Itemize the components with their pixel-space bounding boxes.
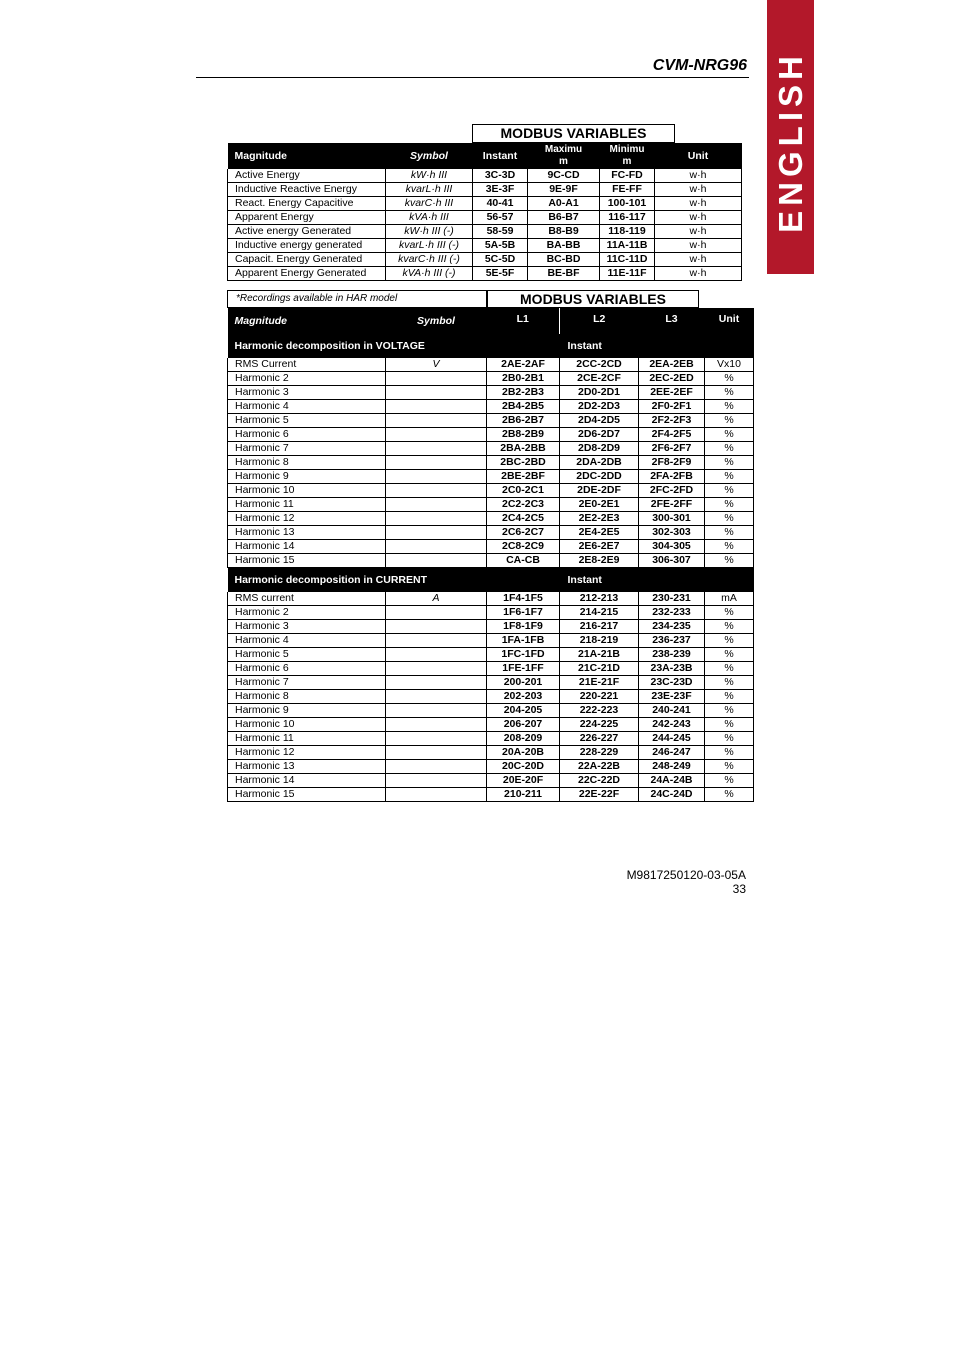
table-cell bbox=[386, 526, 487, 540]
table-cell: w·h bbox=[655, 267, 742, 281]
table-row bbox=[228, 169, 742, 183]
table-cell: % bbox=[705, 662, 754, 676]
table-cell bbox=[386, 456, 487, 470]
header-magnitude: Magnitude bbox=[234, 314, 287, 327]
table-cell bbox=[386, 372, 487, 386]
table-cell: 22C-22D bbox=[560, 774, 639, 788]
table-cell: FE-FF bbox=[600, 183, 655, 197]
har-model-note: *Recordings available in HAR model bbox=[227, 290, 487, 308]
table-cell: Harmonic 7 bbox=[228, 442, 386, 456]
table-cell bbox=[386, 386, 487, 400]
table-cell: 2D6-2D7 bbox=[560, 428, 639, 442]
table-row bbox=[228, 592, 754, 606]
table-cell: 2B6-2B7 bbox=[487, 414, 560, 428]
table-cell: 1FE-1FF bbox=[487, 662, 560, 676]
table-cell: Harmonic 2 bbox=[228, 372, 386, 386]
table-cell: 216-217 bbox=[560, 620, 639, 634]
table-cell: kvarL·h III (-) bbox=[386, 239, 473, 253]
table-cell bbox=[386, 554, 487, 568]
table-cell: Inductive energy generated bbox=[228, 239, 386, 253]
table-cell: 234-235 bbox=[639, 620, 705, 634]
table-cell: % bbox=[705, 372, 754, 386]
table-cell: 2BA-2BB bbox=[487, 442, 560, 456]
table-cell: % bbox=[705, 512, 754, 526]
table-cell: Active energy Generated bbox=[228, 225, 386, 239]
current-section-instant: Instant bbox=[567, 573, 602, 586]
header-l3: L3 bbox=[665, 313, 678, 325]
table-cell: 2F6-2F7 bbox=[639, 442, 705, 456]
header-instant: Instant bbox=[482, 149, 518, 162]
table-row bbox=[228, 606, 754, 620]
table-cell: 204-205 bbox=[487, 704, 560, 718]
table-cell bbox=[386, 470, 487, 484]
table-cell: BC-BD bbox=[528, 253, 600, 267]
table-cell: 2F8-2F9 bbox=[639, 456, 705, 470]
table-cell: Harmonic 4 bbox=[228, 400, 386, 414]
table-cell: 212-213 bbox=[560, 592, 639, 606]
table-cell: kvarL·h III bbox=[386, 183, 473, 197]
table-cell: 2DA-2DB bbox=[560, 456, 639, 470]
table-cell: 2C0-2C1 bbox=[487, 484, 560, 498]
table-cell: % bbox=[705, 746, 754, 760]
page-number: 33 bbox=[732, 882, 746, 896]
table-cell: 2C4-2C5 bbox=[487, 512, 560, 526]
header-divider bbox=[196, 77, 749, 78]
table-cell: 2CE-2CF bbox=[560, 372, 639, 386]
table-cell: % bbox=[705, 606, 754, 620]
table-cell: 2EC-2ED bbox=[639, 372, 705, 386]
table-cell: 230-231 bbox=[639, 592, 705, 606]
table-cell: Harmonic 9 bbox=[228, 470, 386, 484]
table-cell: % bbox=[705, 648, 754, 662]
table-cell: Harmonic 9 bbox=[228, 704, 386, 718]
table-cell: 2F2-2F3 bbox=[639, 414, 705, 428]
table-cell: 22E-22F bbox=[560, 788, 639, 802]
table-cell: 228-229 bbox=[560, 746, 639, 760]
table-cell: kW·h III (-) bbox=[386, 225, 473, 239]
table-row bbox=[228, 540, 754, 554]
table-cell: Harmonic 13 bbox=[228, 760, 386, 774]
table-cell: 20C-20D bbox=[487, 760, 560, 774]
table-cell: 2F0-2F1 bbox=[639, 400, 705, 414]
table-cell: 214-215 bbox=[560, 606, 639, 620]
table-cell: Harmonic 2 bbox=[228, 606, 386, 620]
table-cell bbox=[386, 512, 487, 526]
table-cell bbox=[386, 704, 487, 718]
table-cell: BE-BF bbox=[528, 267, 600, 281]
table-cell: 2E4-2E5 bbox=[560, 526, 639, 540]
table-cell bbox=[386, 676, 487, 690]
table-row bbox=[228, 372, 754, 386]
table-cell: 224-225 bbox=[560, 718, 639, 732]
table-cell: RMS Current bbox=[228, 358, 386, 372]
table-cell: kW·h III bbox=[386, 169, 473, 183]
table-row bbox=[228, 788, 754, 802]
table-cell: BA-BB bbox=[528, 239, 600, 253]
table-cell: Harmonic 7 bbox=[228, 676, 386, 690]
table-cell: Harmonic 13 bbox=[228, 526, 386, 540]
table-cell bbox=[386, 498, 487, 512]
table-cell bbox=[386, 732, 487, 746]
table-cell bbox=[386, 788, 487, 802]
table-cell: 218-219 bbox=[560, 634, 639, 648]
table-cell: 2E6-2E7 bbox=[560, 540, 639, 554]
table-cell: % bbox=[705, 718, 754, 732]
table-row bbox=[228, 183, 742, 197]
table-cell: % bbox=[705, 774, 754, 788]
language-tab-label: ENGLISH bbox=[771, 51, 809, 233]
table-cell: B6-B7 bbox=[528, 211, 600, 225]
table-cell: 300-301 bbox=[639, 512, 705, 526]
table-cell bbox=[386, 606, 487, 620]
table-cell: 2AE-2AF bbox=[487, 358, 560, 372]
table-cell: Vx10 bbox=[705, 358, 754, 372]
table-cell: Harmonic 11 bbox=[228, 498, 386, 512]
table-cell: 244-245 bbox=[639, 732, 705, 746]
document-footer bbox=[627, 868, 746, 896]
table-cell: w·h bbox=[655, 197, 742, 211]
table-cell: % bbox=[705, 526, 754, 540]
table-cell: 220-221 bbox=[560, 690, 639, 704]
header-symbol: Symbol bbox=[410, 149, 448, 162]
table-cell: 24C-24D bbox=[639, 788, 705, 802]
table-cell: 1FC-1FD bbox=[487, 648, 560, 662]
table-cell bbox=[386, 774, 487, 788]
table-cell: 5A-5B bbox=[473, 239, 528, 253]
table-cell: 210-211 bbox=[487, 788, 560, 802]
table-row bbox=[228, 386, 754, 400]
table-row bbox=[228, 554, 754, 568]
table-cell: Capacit. Energy Generated bbox=[228, 253, 386, 267]
table-row bbox=[228, 400, 754, 414]
table-cell: Harmonic 5 bbox=[228, 414, 386, 428]
table-cell bbox=[386, 400, 487, 414]
table-row bbox=[228, 470, 754, 484]
table-cell bbox=[386, 620, 487, 634]
table-cell: 11A-11B bbox=[600, 239, 655, 253]
table-cell: 1F8-1F9 bbox=[487, 620, 560, 634]
table-cell: 2E0-2E1 bbox=[560, 498, 639, 512]
table-cell: % bbox=[705, 442, 754, 456]
table-cell: 200-201 bbox=[487, 676, 560, 690]
table-cell: % bbox=[705, 732, 754, 746]
table-cell: % bbox=[705, 400, 754, 414]
table-cell: 100-101 bbox=[600, 197, 655, 211]
table-cell bbox=[386, 428, 487, 442]
table-row bbox=[228, 690, 754, 704]
table-cell: 2F4-2F5 bbox=[639, 428, 705, 442]
table-cell: V bbox=[386, 358, 487, 372]
table-cell: Harmonic 8 bbox=[228, 690, 386, 704]
table-cell: kvarC·h III (-) bbox=[386, 253, 473, 267]
table-row bbox=[228, 634, 754, 648]
table-cell bbox=[386, 634, 487, 648]
table-cell: 23A-23B bbox=[639, 662, 705, 676]
table-cell: 2EE-2EF bbox=[639, 386, 705, 400]
table-cell: 5E-5F bbox=[473, 267, 528, 281]
table1-caption: MODBUS VARIABLES bbox=[472, 124, 675, 143]
table-row bbox=[228, 197, 742, 211]
table-cell: 11E-11F bbox=[600, 267, 655, 281]
table-cell: 23C-23D bbox=[639, 676, 705, 690]
table-cell: 2C8-2C9 bbox=[487, 540, 560, 554]
table-cell: 240-241 bbox=[639, 704, 705, 718]
table-cell: A0-A1 bbox=[528, 197, 600, 211]
table-cell: 20A-20B bbox=[487, 746, 560, 760]
table-row bbox=[228, 211, 742, 225]
table-cell: % bbox=[705, 484, 754, 498]
table-cell: Harmonic 14 bbox=[228, 774, 386, 788]
table-row bbox=[228, 512, 754, 526]
voltage-section-instant: Instant bbox=[567, 339, 602, 352]
table-cell: React. Energy Capacitive bbox=[228, 197, 386, 211]
table-cell: % bbox=[705, 540, 754, 554]
table-cell: 3E-3F bbox=[473, 183, 528, 197]
table-row bbox=[228, 774, 754, 788]
table-cell: 2E2-2E3 bbox=[560, 512, 639, 526]
table-cell: 5C-5D bbox=[473, 253, 528, 267]
table2-header-row bbox=[228, 308, 754, 334]
table-cell: Harmonic 3 bbox=[228, 620, 386, 634]
table-cell bbox=[386, 648, 487, 662]
table-cell: CA-CB bbox=[487, 554, 560, 568]
table-cell: % bbox=[705, 634, 754, 648]
voltage-section-title: Harmonic decomposition in VOLTAGE bbox=[234, 339, 425, 352]
table-cell: 304-305 bbox=[639, 540, 705, 554]
table-cell: 208-209 bbox=[487, 732, 560, 746]
table-cell: 2D4-2D5 bbox=[560, 414, 639, 428]
table-cell: 2DC-2DD bbox=[560, 470, 639, 484]
table-cell: % bbox=[705, 456, 754, 470]
table-cell: % bbox=[705, 704, 754, 718]
table-row bbox=[228, 662, 754, 676]
table-cell: 2CC-2CD bbox=[560, 358, 639, 372]
table-cell: Harmonic 10 bbox=[228, 484, 386, 498]
table-cell: 20E-20F bbox=[487, 774, 560, 788]
table-cell: Active Energy bbox=[228, 169, 386, 183]
table-cell: 24A-24B bbox=[639, 774, 705, 788]
table-cell: % bbox=[705, 788, 754, 802]
table-cell: Harmonic 6 bbox=[228, 662, 386, 676]
table-cell: 21C-21D bbox=[560, 662, 639, 676]
table-cell: 2B2-2B3 bbox=[487, 386, 560, 400]
table-cell: Apparent Energy Generated bbox=[228, 267, 386, 281]
table-row bbox=[228, 676, 754, 690]
table-cell: kVA·h III bbox=[386, 211, 473, 225]
table-cell: 232-233 bbox=[639, 606, 705, 620]
table-cell: 226-227 bbox=[560, 732, 639, 746]
table-cell: 56-57 bbox=[473, 211, 528, 225]
table-cell: 118-119 bbox=[600, 225, 655, 239]
table-cell: 58-59 bbox=[473, 225, 528, 239]
table-cell: Harmonic 14 bbox=[228, 540, 386, 554]
table-cell: 2B0-2B1 bbox=[487, 372, 560, 386]
table-row bbox=[228, 704, 754, 718]
table-row bbox=[228, 456, 754, 470]
table-cell: % bbox=[705, 428, 754, 442]
table-cell: Harmonic 10 bbox=[228, 718, 386, 732]
table-cell: w·h bbox=[655, 169, 742, 183]
table-cell: 2FE-2FF bbox=[639, 498, 705, 512]
table-row bbox=[228, 746, 754, 760]
table-cell: % bbox=[705, 760, 754, 774]
table-cell: 246-247 bbox=[639, 746, 705, 760]
table-cell: 21A-21B bbox=[560, 648, 639, 662]
table-cell: 3C-3D bbox=[473, 169, 528, 183]
table-cell: w·h bbox=[655, 211, 742, 225]
table-row bbox=[228, 253, 742, 267]
table2-caption: MODBUS VARIABLES bbox=[487, 290, 699, 308]
table-cell: FC-FD bbox=[600, 169, 655, 183]
table-cell: 2FA-2FB bbox=[639, 470, 705, 484]
header-l2: L2 bbox=[560, 308, 639, 334]
table-cell: % bbox=[705, 498, 754, 512]
table-cell: 2B8-2B9 bbox=[487, 428, 560, 442]
table-cell bbox=[386, 442, 487, 456]
table-cell: % bbox=[705, 676, 754, 690]
header-magnitude: Magnitude bbox=[234, 149, 287, 162]
table-cell bbox=[386, 662, 487, 676]
table-cell: 40-41 bbox=[473, 197, 528, 211]
table-row bbox=[228, 484, 754, 498]
table-cell: 2E8-2E9 bbox=[560, 554, 639, 568]
table-cell: Harmonic 15 bbox=[228, 788, 386, 802]
table-cell: 206-207 bbox=[487, 718, 560, 732]
table-cell: 2FC-2FD bbox=[639, 484, 705, 498]
table-cell: 23E-23F bbox=[639, 690, 705, 704]
table-cell: Harmonic 4 bbox=[228, 634, 386, 648]
table-cell: kvarC·h III bbox=[386, 197, 473, 211]
table-cell: % bbox=[705, 414, 754, 428]
table-row bbox=[228, 239, 742, 253]
table-cell: 248-249 bbox=[639, 760, 705, 774]
table-cell: 2B4-2B5 bbox=[487, 400, 560, 414]
table-cell bbox=[386, 484, 487, 498]
table-cell: 2BC-2BD bbox=[487, 456, 560, 470]
table-cell: 306-307 bbox=[639, 554, 705, 568]
table-cell: Harmonic 11 bbox=[228, 732, 386, 746]
table-cell: 238-239 bbox=[639, 648, 705, 662]
table-cell: Harmonic 8 bbox=[228, 456, 386, 470]
table-cell: 1FA-1FB bbox=[487, 634, 560, 648]
table-cell: RMS current bbox=[228, 592, 386, 606]
table-row bbox=[228, 414, 754, 428]
header-l1: L1 bbox=[516, 313, 529, 325]
table-row bbox=[228, 428, 754, 442]
table-row bbox=[228, 620, 754, 634]
table-cell bbox=[386, 760, 487, 774]
table1-header-row bbox=[228, 143, 742, 169]
table-cell: 2EA-2EB bbox=[639, 358, 705, 372]
table-cell: 21E-21F bbox=[560, 676, 639, 690]
header-minimum: Minimu m bbox=[609, 144, 645, 167]
table-cell: Harmonic 12 bbox=[228, 512, 386, 526]
header-maximum: Maximu m bbox=[544, 144, 583, 167]
table-cell bbox=[386, 690, 487, 704]
table-row bbox=[228, 648, 754, 662]
current-section-title: Harmonic decomposition in CURRENT bbox=[234, 573, 428, 586]
table-cell: 236-237 bbox=[639, 634, 705, 648]
table-row bbox=[228, 358, 754, 372]
table-cell: 302-303 bbox=[639, 526, 705, 540]
header-unit: Unit bbox=[687, 149, 709, 162]
harmonic-variables-table bbox=[227, 308, 754, 802]
table-cell: 2BE-2BF bbox=[487, 470, 560, 484]
table-cell: kVA·h III (-) bbox=[386, 267, 473, 281]
table-cell: B8-B9 bbox=[528, 225, 600, 239]
table-cell: % bbox=[705, 620, 754, 634]
table-row bbox=[228, 498, 754, 512]
header-unit: Unit bbox=[718, 313, 740, 325]
table-cell: 222-223 bbox=[560, 704, 639, 718]
table-cell: % bbox=[705, 690, 754, 704]
table-cell: w·h bbox=[655, 183, 742, 197]
table-cell: % bbox=[705, 470, 754, 484]
table-cell: 11C-11D bbox=[600, 253, 655, 267]
table-cell: 2D2-2D3 bbox=[560, 400, 639, 414]
table-cell: 1F6-1F7 bbox=[487, 606, 560, 620]
table-cell: Inductive Reactive Energy bbox=[228, 183, 386, 197]
table-row bbox=[228, 225, 742, 239]
table-cell: w·h bbox=[655, 225, 742, 239]
table-cell: 2D0-2D1 bbox=[560, 386, 639, 400]
table-row bbox=[228, 732, 754, 746]
header-symbol: Symbol bbox=[417, 314, 455, 327]
table-cell: A bbox=[386, 592, 487, 606]
document-code: M9817250120-03-05A bbox=[626, 868, 746, 882]
table-cell: % bbox=[705, 554, 754, 568]
table-cell: w·h bbox=[655, 239, 742, 253]
table-cell: 2DE-2DF bbox=[560, 484, 639, 498]
table-cell bbox=[386, 414, 487, 428]
table-row bbox=[228, 526, 754, 540]
table-cell: Harmonic 6 bbox=[228, 428, 386, 442]
table-cell: 202-203 bbox=[487, 690, 560, 704]
table-row bbox=[228, 718, 754, 732]
table-cell bbox=[386, 540, 487, 554]
table-cell: 2C2-2C3 bbox=[487, 498, 560, 512]
table-cell: 22A-22B bbox=[560, 760, 639, 774]
table-cell: 1F4-1F5 bbox=[487, 592, 560, 606]
table-row bbox=[228, 442, 754, 456]
table-cell: 116-117 bbox=[600, 211, 655, 225]
document-title: CVM-NRG96 bbox=[652, 57, 747, 74]
table-cell: 9C-CD bbox=[528, 169, 600, 183]
table-cell: Harmonic 3 bbox=[228, 386, 386, 400]
table-cell: 2C6-2C7 bbox=[487, 526, 560, 540]
table-cell: Apparent Energy bbox=[228, 211, 386, 225]
table-cell bbox=[386, 746, 487, 760]
table-cell bbox=[386, 718, 487, 732]
table-cell: 242-243 bbox=[639, 718, 705, 732]
table-cell: mA bbox=[705, 592, 754, 606]
energy-variables-table bbox=[227, 143, 742, 281]
language-tab bbox=[767, 0, 814, 274]
table-row bbox=[228, 760, 754, 774]
table-cell: % bbox=[705, 386, 754, 400]
table-cell: w·h bbox=[655, 253, 742, 267]
voltage-section-row bbox=[228, 334, 754, 358]
table-cell: Harmonic 15 bbox=[228, 554, 386, 568]
table-cell: Harmonic 12 bbox=[228, 746, 386, 760]
current-section-row bbox=[228, 568, 754, 593]
table-cell: 9E-9F bbox=[528, 183, 600, 197]
table-cell: Harmonic 5 bbox=[228, 648, 386, 662]
table-cell: 2D8-2D9 bbox=[560, 442, 639, 456]
table-row bbox=[228, 267, 742, 281]
